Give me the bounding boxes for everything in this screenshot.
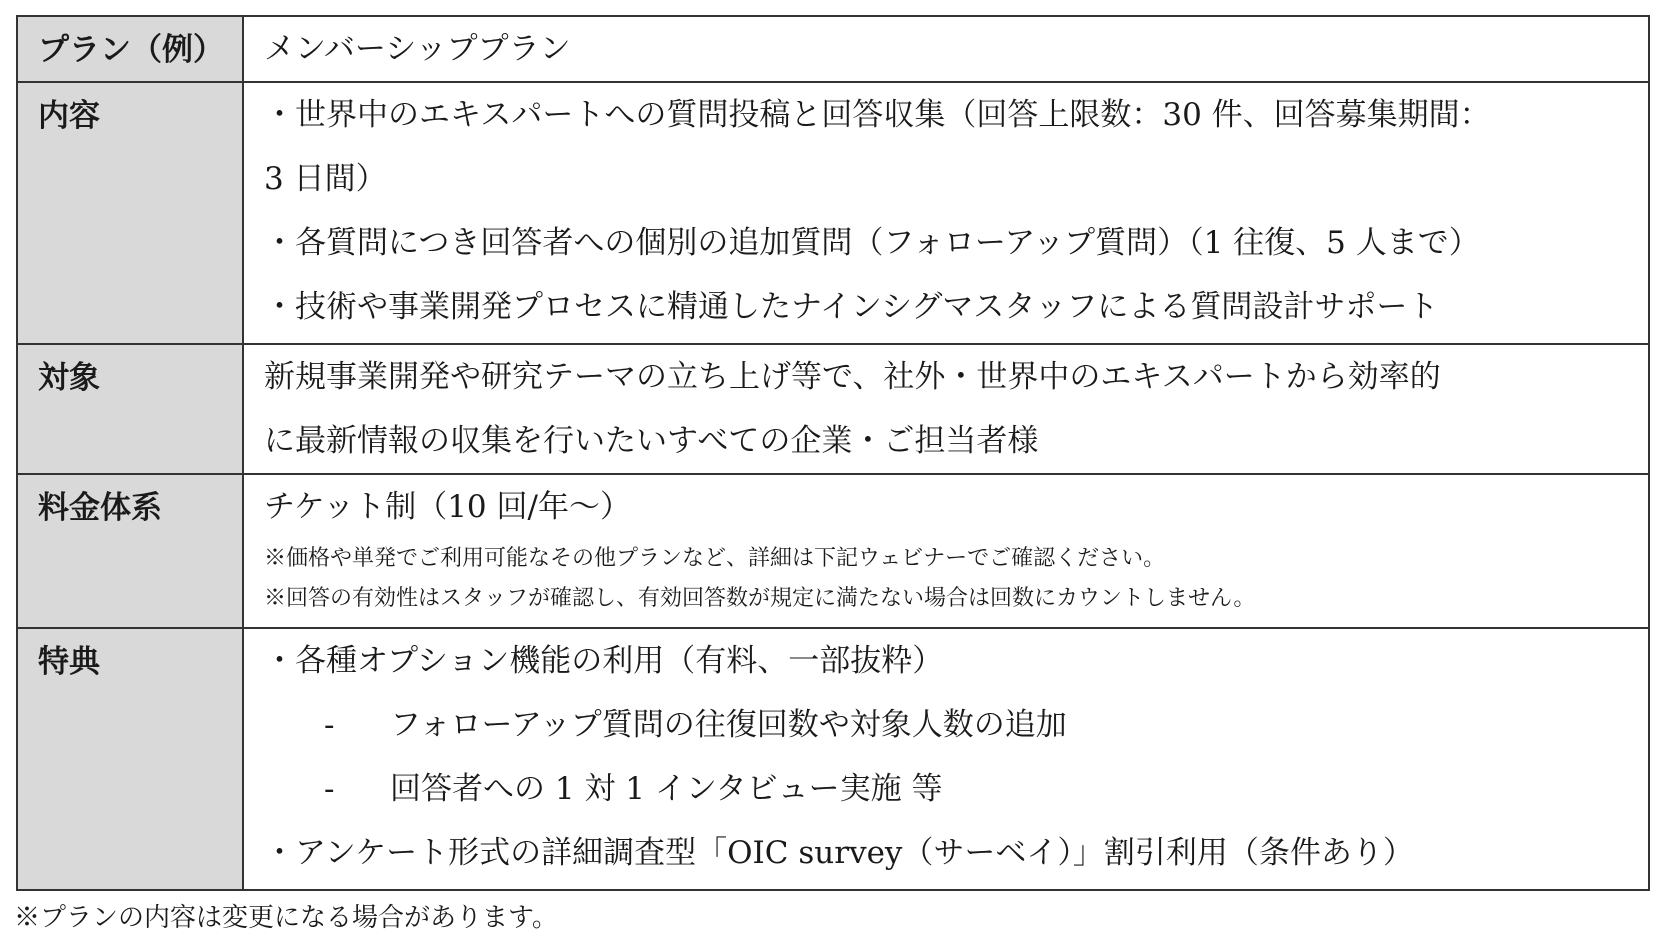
target-line-1: 新規事業開発や研究テーマの立ち上げ等で、社外・世界中のエキスパートから効率的 <box>264 359 1441 395</box>
footnote: ※プランの内容は変更になる場合があります。 <box>14 903 558 933</box>
target-line-2: に最新情報の収集を行いたいすべての企業・ご担当者様 <box>264 423 1039 459</box>
benefits-sub-item-1-text: フォローアップ質問の往復回数や対象人数の追加 <box>390 707 1067 743</box>
table-row-content <box>17 82 1649 344</box>
list-dash: - <box>324 771 335 807</box>
pricing-main: チケット制（10 回/年～） <box>264 489 631 525</box>
content-value-cell <box>243 82 1649 344</box>
content-label: 内容 <box>17 82 243 344</box>
plan-table <box>16 15 1650 891</box>
content-line-1: ・世界中のエキスパートへの質問投稿と回答収集（回答上限数：30 件、回答募集期間： <box>264 97 1491 133</box>
table-row-benefits <box>17 628 1649 890</box>
pricing-value-cell <box>243 474 1649 628</box>
plan-value: メンバーシッププラン <box>264 31 571 67</box>
benefits-sub-item-2-text: 回答者への 1 対 1 インタビュー実施 等 <box>390 771 943 807</box>
table-row-target <box>17 344 1649 474</box>
benefits-item-1: ・各種オプション機能の利用（有料、一部抜粋） <box>264 643 944 679</box>
content-line-4: ・技術や事業開発プロセスに精通したナインシグマスタッフによる質問設計サポート <box>264 289 1439 325</box>
plan-value-cell <box>243 16 1649 82</box>
table-row-plan <box>17 16 1649 82</box>
list-dash: - <box>324 707 335 743</box>
pricing-label: 料金体系 <box>17 474 243 628</box>
pricing-note-1: ※価格や単発でご利用可能なその他プランなど、詳細は下記ウェビナーでご確認ください。 <box>264 546 1166 571</box>
content-line-3: ・各質問につき回答者への個別の追加質問（フォローアップ質問）（1 往復、5 人まで） <box>264 225 1480 261</box>
benefits-label: 特典 <box>17 628 243 890</box>
target-value-cell <box>243 344 1649 474</box>
plan-label: プラン（例） <box>17 16 243 82</box>
benefits-sub-item-1 <box>264 693 1634 757</box>
pricing-note-2: ※回答の有効性はスタッフが確認し、有効回答数が規定に満たない場合は回数にカウントしません。 <box>264 586 1256 611</box>
content-line-2: 3 日間） <box>264 161 387 197</box>
benefits-sub-item-2 <box>264 757 1634 821</box>
table-row-pricing <box>17 474 1649 628</box>
target-label: 対象 <box>17 344 243 474</box>
benefits-value-cell <box>243 628 1649 890</box>
benefits-item-2: ・アンケート形式の詳細調査型「OIC survey（サーベイ）」割引利用（条件あり） <box>264 835 1414 871</box>
